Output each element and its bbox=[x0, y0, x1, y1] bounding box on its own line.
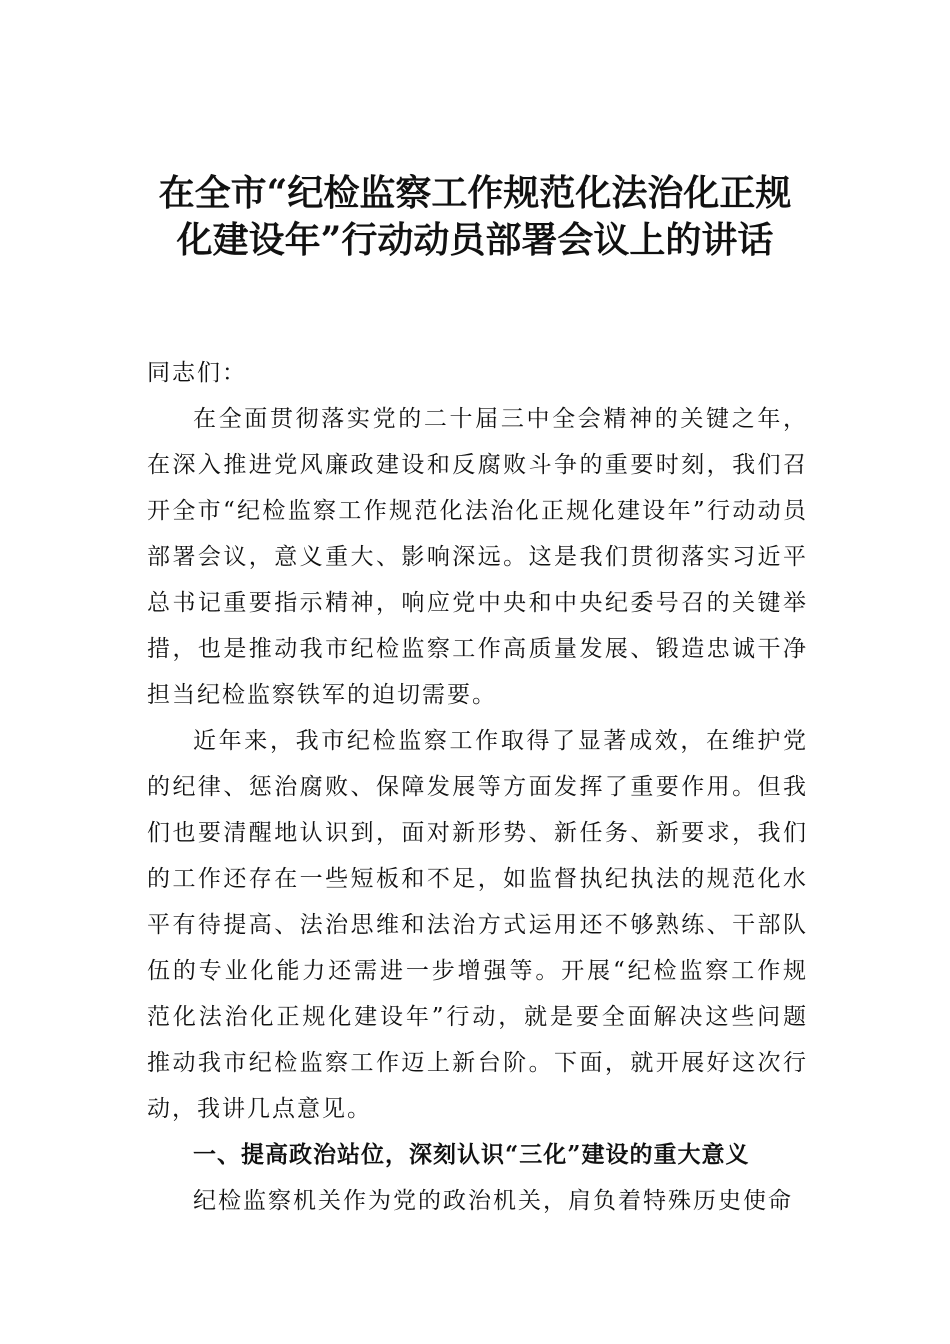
body-paragraph-3: 纪检监察机关作为党的政治机关，肩负着特殊历史使命 bbox=[193, 1188, 793, 1214]
body-paragraph-2: 近年来，我市纪检监察工作取得了显著成效，在维护党的纪律、惩治腐败、保障发展等方面发挥了重要作用。但我们也要清醒地认识到，面对新形势、新任务、新要求，我们的工作还存在一些短板和不足，如监督执纪执法的规范化水平有待提高、法治思维和法治方式运用还不够熟练、干部队伍的专业化能力还需进一步增强等。开展“纪检监察工作规范化法治化正规化建设年”行动，就是要全面解决这些问题推动我市纪检监察工作迈上新台阶。下面，就开展好这次行动，我讲几点意见。 bbox=[147, 728, 808, 1122]
section-heading-1: 一、提高政治站位，深刻认识“三化”建设的重大意义 bbox=[193, 1141, 750, 1168]
document-title-line-1: 在全市“纪检监察工作规范化法治化正规 bbox=[158, 172, 792, 214]
salutation: 同志们： bbox=[147, 360, 247, 386]
body-paragraph-1: 在全面贯彻落实党的二十届三中全会精神的关键之年，在深入推进党风廉政建设和反腐败斗争的重要时刻，我们召开全市“纪检监察工作规范化法治化正规化建设年”行动动员部署会议，意义重大、影响深远。这是我们贯彻落实习近平总书记重要指示精神，响应党中央和中央纪委号召的关键举措，也是推动我市纪检监察工作高质量发展、锻造忠诚干净担当纪检监察铁军的迫切需要。 bbox=[147, 406, 808, 708]
document-title-line-2: 化建设年”行动动员部署会议上的讲话 bbox=[176, 219, 774, 261]
document-body bbox=[147, 350, 808, 1224]
